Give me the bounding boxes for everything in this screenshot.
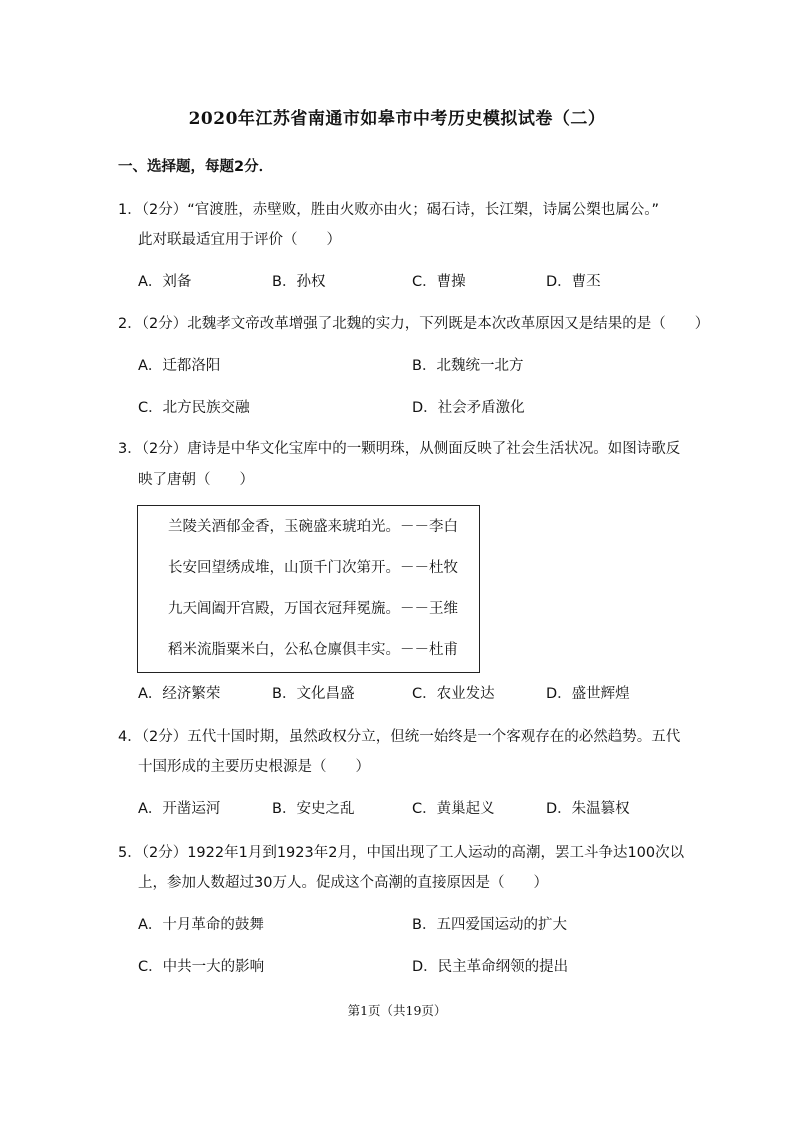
option-d[interactable]: D．民主革命纲领的提出 — [412, 959, 569, 975]
question-stem-line1: （2分）五代十国时期，虽然政权分立，但统一始终是一个客观存在的必然趋势。五代 — [141, 729, 681, 745]
option-c[interactable]: C．曹操 — [412, 274, 466, 290]
option-b[interactable]: B．北魏统一北方 — [412, 358, 524, 374]
option-a[interactable]: A．迁都洛阳 — [138, 358, 221, 374]
option-d[interactable]: D．盛世辉煌 — [546, 686, 630, 702]
option-c[interactable]: C．黄巢起义 — [412, 801, 495, 817]
page-title: 2020年江苏省南通市如皋市中考历史模拟试卷（二） — [188, 109, 606, 129]
poem-line: 稻米流脂粟米白，公私仓廪俱丰实。－－杜甫 — [168, 642, 458, 658]
question-number: 4． — [118, 729, 142, 745]
poem-line: 九天阊阖开宫殿，万国衣冠拜冕旒。－－王维 — [168, 601, 458, 617]
question-stem-line1: （2分）唐诗是中华文化宝库中的一颗明珠，从侧面反映了社会生活状况。如图诗歌反 — [141, 441, 681, 457]
question-number: 3． — [118, 441, 142, 457]
question-stem-line2: 此对联最适宜用于评价（ ） — [138, 232, 341, 248]
poem-line: 长安回望绣成堆，山顶千门次第开。－－杜牧 — [168, 560, 458, 576]
option-d[interactable]: D．曹丕 — [546, 274, 601, 290]
option-b[interactable]: B．安史之乱 — [272, 801, 355, 817]
option-d[interactable]: D．社会矛盾激化 — [412, 400, 525, 416]
question-2-text — [118, 312, 709, 333]
question-stem-line1: （2分）北魏孝文帝改革增强了北魏的实力，下列既是本次改革原因又是结果的是（ ） — [141, 316, 710, 332]
question-number: 1． — [118, 202, 142, 218]
option-b[interactable]: B．孙权 — [272, 274, 326, 290]
section-heading: 一、选择题，每题2分． — [118, 159, 274, 175]
question-5-text — [118, 841, 684, 862]
option-c[interactable]: C．农业发达 — [412, 686, 495, 702]
page-footer: 第1页（共19页） — [347, 1003, 447, 1018]
question-stem-line2: 上，参加人数超过30万人。促成这个高潮的直接原因是（ ） — [138, 875, 548, 891]
question-stem-line1: （2分）“官渡胜，赤壁败，胜由火败亦由火；碣石诗，长江槊，诗属公槊也属公。” — [141, 202, 659, 218]
option-c[interactable]: C．北方民族交融 — [138, 400, 250, 416]
question-1-text — [118, 198, 659, 219]
option-b[interactable]: B．五四爱国运动的扩大 — [412, 917, 567, 933]
question-3-text — [118, 437, 680, 458]
question-stem-line2: 十国形成的主要历史根源是（ ） — [138, 759, 370, 775]
option-a[interactable]: A．刘备 — [138, 274, 192, 290]
option-c[interactable]: C．中共一大的影响 — [138, 959, 265, 975]
option-b[interactable]: B．文化昌盛 — [272, 686, 355, 702]
option-a[interactable]: A．十月革命的鼓舞 — [138, 917, 264, 933]
question-4-text — [118, 725, 680, 746]
question-stem-line2: 映了唐朝（ ） — [138, 472, 254, 488]
poem-box — [137, 505, 480, 673]
question-number: 2． — [118, 316, 142, 332]
question-stem-line1: （2分）1922年1月到1923年2月，中国出现了工人运动的高潮，罢工斗争达100次以 — [141, 845, 685, 861]
poem-line: 兰陵关酒郁金香，玉碗盛来琥珀光。－－李白 — [168, 519, 458, 535]
option-d[interactable]: D．朱温篡权 — [546, 801, 630, 817]
option-a[interactable]: A．经济繁荣 — [138, 686, 221, 702]
option-a[interactable]: A．开凿运河 — [138, 801, 221, 817]
question-number: 5． — [118, 845, 142, 861]
